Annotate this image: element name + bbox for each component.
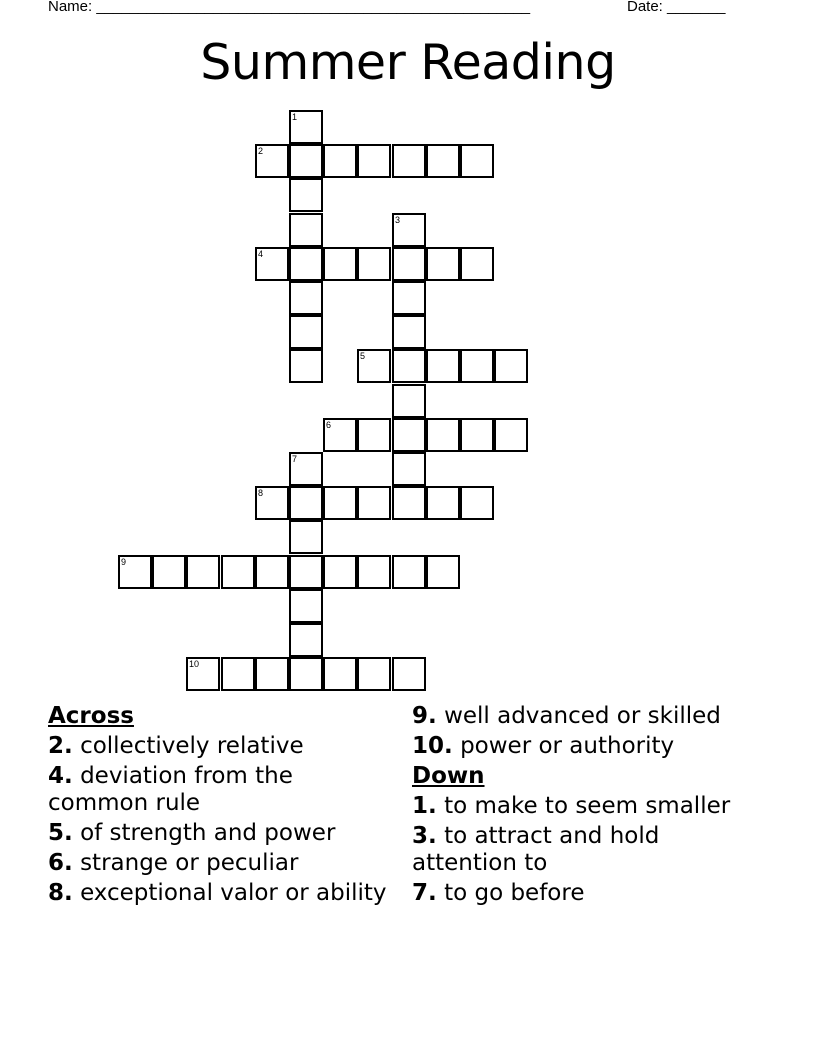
clue-number: 1. xyxy=(412,793,437,819)
grid-cell[interactable] xyxy=(289,555,323,589)
clue-text: deviation from the common rule xyxy=(48,763,293,816)
grid-cell[interactable] xyxy=(323,418,357,452)
grid-cell[interactable] xyxy=(255,247,289,281)
worksheet-header xyxy=(0,0,816,18)
grid-cell[interactable] xyxy=(494,349,528,383)
grid-cell[interactable] xyxy=(392,452,426,486)
grid-cell[interactable] xyxy=(289,520,323,554)
grid-cell[interactable] xyxy=(255,657,289,691)
grid-cell[interactable] xyxy=(357,144,391,178)
cell-number: 4 xyxy=(258,249,264,259)
across-clue xyxy=(48,880,393,907)
grid-cell[interactable] xyxy=(392,384,426,418)
cell-number: 6 xyxy=(326,420,332,430)
grid-cell[interactable] xyxy=(255,144,289,178)
grid-cell[interactable] xyxy=(289,144,323,178)
cell-number: 5 xyxy=(360,351,366,361)
grid-cell[interactable] xyxy=(289,213,323,247)
grid-cell[interactable] xyxy=(392,144,426,178)
grid-cell[interactable] xyxy=(152,555,186,589)
clue-number: 9. xyxy=(412,703,437,729)
grid-cell[interactable] xyxy=(289,349,323,383)
grid-cell[interactable] xyxy=(392,281,426,315)
grid-cell[interactable] xyxy=(323,144,357,178)
grid-cell[interactable] xyxy=(357,486,391,520)
across-clue xyxy=(48,850,393,877)
grid-cell[interactable] xyxy=(460,418,494,452)
down-clue xyxy=(412,880,757,907)
clue-number: 2. xyxy=(48,733,73,759)
grid-cell[interactable] xyxy=(392,486,426,520)
grid-cell[interactable] xyxy=(323,555,357,589)
grid-cell[interactable] xyxy=(289,315,323,349)
grid-cell[interactable] xyxy=(392,418,426,452)
clue-text: collectively relative xyxy=(80,733,304,759)
down-clue xyxy=(412,823,757,877)
clue-number: 4. xyxy=(48,763,73,789)
grid-cell[interactable] xyxy=(323,657,357,691)
across-clue xyxy=(48,763,393,817)
grid-cell[interactable] xyxy=(289,589,323,623)
clue-text: of strength and power xyxy=(80,820,336,846)
across-clue xyxy=(412,733,757,760)
clue-text: to go before xyxy=(444,880,585,906)
grid-cell[interactable] xyxy=(289,623,323,657)
grid-cell[interactable] xyxy=(118,555,152,589)
grid-cell[interactable] xyxy=(323,486,357,520)
date-field-label: Date: _______ xyxy=(627,0,726,15)
grid-cell[interactable] xyxy=(392,315,426,349)
grid-cell[interactable] xyxy=(255,555,289,589)
cell-number: 8 xyxy=(258,488,264,498)
cell-number: 1 xyxy=(292,112,298,122)
grid-cell[interactable] xyxy=(255,486,289,520)
grid-cell[interactable] xyxy=(186,555,220,589)
clue-number: 6. xyxy=(48,850,73,876)
grid-cell[interactable] xyxy=(186,657,220,691)
grid-cell[interactable] xyxy=(357,418,391,452)
cell-number: 3 xyxy=(395,215,401,225)
grid-cell[interactable] xyxy=(289,486,323,520)
grid-cell[interactable] xyxy=(426,247,460,281)
grid-cell[interactable] xyxy=(494,418,528,452)
across-clue xyxy=(412,703,757,730)
clue-text: exceptional valor or ability xyxy=(80,880,387,906)
grid-cell[interactable] xyxy=(323,247,357,281)
grid-cell[interactable] xyxy=(357,349,391,383)
grid-cell[interactable] xyxy=(392,555,426,589)
grid-cell[interactable] xyxy=(460,486,494,520)
clue-number: 5. xyxy=(48,820,73,846)
grid-cell[interactable] xyxy=(460,247,494,281)
name-field-label: Name: ____________________________________________________ xyxy=(48,0,531,15)
grid-cell[interactable] xyxy=(460,144,494,178)
across-clue xyxy=(48,820,393,847)
grid-cell[interactable] xyxy=(426,144,460,178)
clue-text: to attract and hold attention to xyxy=(412,823,660,876)
clues-column-right xyxy=(412,703,757,910)
grid-cell[interactable] xyxy=(392,657,426,691)
grid-cell[interactable] xyxy=(357,555,391,589)
grid-cell[interactable] xyxy=(426,555,460,589)
down-heading: Down xyxy=(412,763,485,789)
grid-cell[interactable] xyxy=(392,247,426,281)
page-title: Summer Reading xyxy=(200,34,616,91)
grid-cell[interactable] xyxy=(357,657,391,691)
clue-number: 8. xyxy=(48,880,73,906)
grid-cell[interactable] xyxy=(426,418,460,452)
grid-cell[interactable] xyxy=(357,247,391,281)
cell-number: 7 xyxy=(292,454,298,464)
clue-number: 3. xyxy=(412,823,437,849)
down-clue xyxy=(412,793,757,820)
across-clue xyxy=(48,733,393,760)
grid-cell[interactable] xyxy=(289,281,323,315)
grid-cell[interactable] xyxy=(289,657,323,691)
grid-cell[interactable] xyxy=(289,452,323,486)
clue-text: strange or peculiar xyxy=(80,850,299,876)
cell-number: 2 xyxy=(258,146,264,156)
clue-number: 7. xyxy=(412,880,437,906)
cell-number: 10 xyxy=(189,659,200,669)
clue-text: power or authority xyxy=(460,733,675,759)
grid-cell[interactable] xyxy=(289,178,323,212)
grid-cell[interactable] xyxy=(392,349,426,383)
grid-cell[interactable] xyxy=(392,213,426,247)
grid-cell[interactable] xyxy=(460,349,494,383)
cell-number: 9 xyxy=(121,557,127,567)
grid-cell[interactable] xyxy=(221,657,255,691)
clue-number: 10. xyxy=(412,733,453,759)
clue-text: well advanced or skilled xyxy=(444,703,721,729)
grid-cell[interactable] xyxy=(289,110,323,144)
clues-column-left xyxy=(48,703,393,910)
across-heading: Across xyxy=(48,703,134,729)
grid-cell[interactable] xyxy=(426,349,460,383)
grid-cell[interactable] xyxy=(289,247,323,281)
clue-text: to make to seem smaller xyxy=(444,793,731,819)
grid-cell[interactable] xyxy=(426,486,460,520)
grid-cell[interactable] xyxy=(221,555,255,589)
